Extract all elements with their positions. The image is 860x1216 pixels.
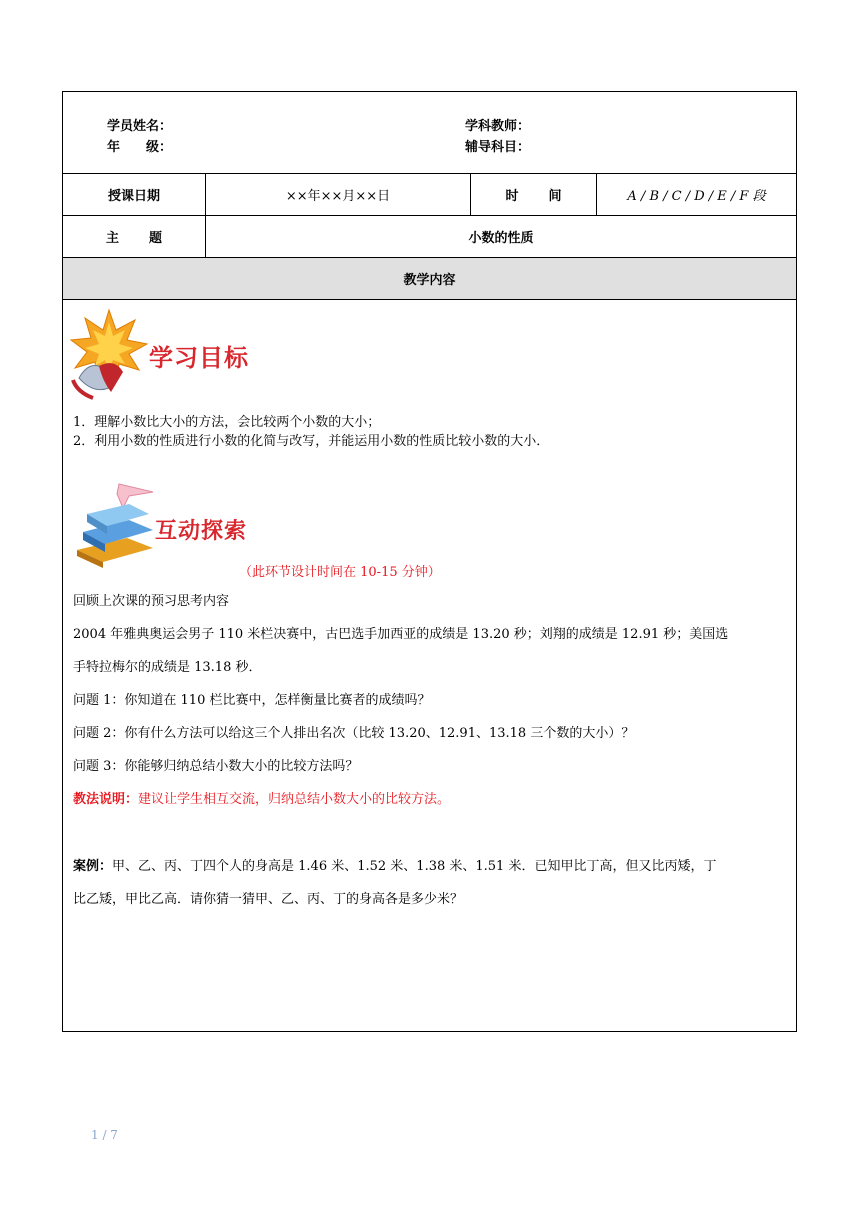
- topic-label-part2: 题: [149, 231, 163, 246]
- case-text-1: 甲、乙、丙、丁四个人的身高是 1.46 米、1.52 米、1.38 米、1.51 米．已知甲比丁高，但又比丙矮，丁: [112, 859, 717, 874]
- question-3: 问题 3：你能够归纳总结小数大小的比较方法吗？: [73, 759, 359, 774]
- schedule-row: [63, 174, 796, 216]
- interactive-explore-title: 互动探索: [155, 519, 248, 544]
- student-name-label: 学员姓名：: [107, 119, 173, 134]
- interactive-explore-badge: [71, 480, 261, 572]
- date-value: ××年××月××日: [205, 174, 470, 215]
- goal-item-2: 2．利用小数的性质进行小数的化简与改写，并能运用小数的性质比较小数的大小．: [73, 434, 550, 449]
- lesson-form: [62, 91, 797, 1032]
- student-info-row: [63, 92, 796, 174]
- grade-label: [107, 136, 172, 155]
- method-label: 教法说明：: [73, 792, 139, 807]
- question-1: 问题 1：你知道在 110 栏比赛中，怎样衡量比赛者的成绩吗？: [73, 693, 431, 708]
- date-label: 授课日期: [107, 189, 160, 204]
- topic-value: 小数的性质: [205, 216, 796, 257]
- section-heading-row: [63, 258, 796, 300]
- topic-row: [63, 216, 796, 258]
- grade-label-part1: 年: [107, 140, 121, 155]
- story-line-2: 手特拉梅尔的成绩是 13.18 秒．: [73, 660, 262, 675]
- story-line-1: 2004 年雅典奥运会男子 110 米栏决赛中，古巴选手加西亚的成绩是 13.20 秒；刘翔的成绩是 12.91 秒；美国选: [73, 627, 729, 642]
- topic-label: [63, 216, 205, 257]
- case-line-1: [73, 857, 716, 877]
- case-line-2: 比乙矮，甲比乙高．请你猜一猜甲、乙、丙、丁的身高各是多少米？: [73, 892, 464, 907]
- grade-label-part2: 级：: [146, 140, 173, 155]
- time-label-part1: 时: [505, 189, 519, 204]
- goal-item-1: 1．理解小数比大小的方法，会比较两个小数的大小；: [73, 415, 381, 430]
- subject-teacher-label: 学科教师：: [465, 119, 531, 134]
- time-label: [470, 174, 596, 215]
- method-note: [73, 790, 450, 810]
- method-text: 建议让学生相互交流，归纳总结小数大小的比较方法。: [138, 792, 451, 807]
- question-2: 问题 2：你有什么方法可以给这三个人排出名次（比较 13.20、12.91、13.18 三个数的大小）？: [73, 726, 635, 741]
- topic-label-part1: 主: [105, 231, 119, 246]
- time-label-part2: 间: [548, 189, 562, 204]
- tutoring-subject-label: 辅导科目：: [465, 140, 531, 155]
- page-number: 1 / 7: [91, 1128, 118, 1142]
- learning-goals-badge: [69, 308, 259, 400]
- case-label: 案例：: [73, 859, 113, 874]
- time-value: A / B / C / D / E / F 段: [596, 174, 796, 215]
- books-paper-plane-icon: [71, 480, 167, 572]
- learning-goals-title: 学习目标: [149, 344, 249, 372]
- maple-leaf-bell-icon: [69, 308, 149, 400]
- section-heading: 教学内容: [403, 273, 456, 288]
- time-note: （此环节设计时间在 10-15 分钟）: [239, 565, 441, 580]
- review-line: 回顾上次课的预习思考内容: [73, 594, 230, 609]
